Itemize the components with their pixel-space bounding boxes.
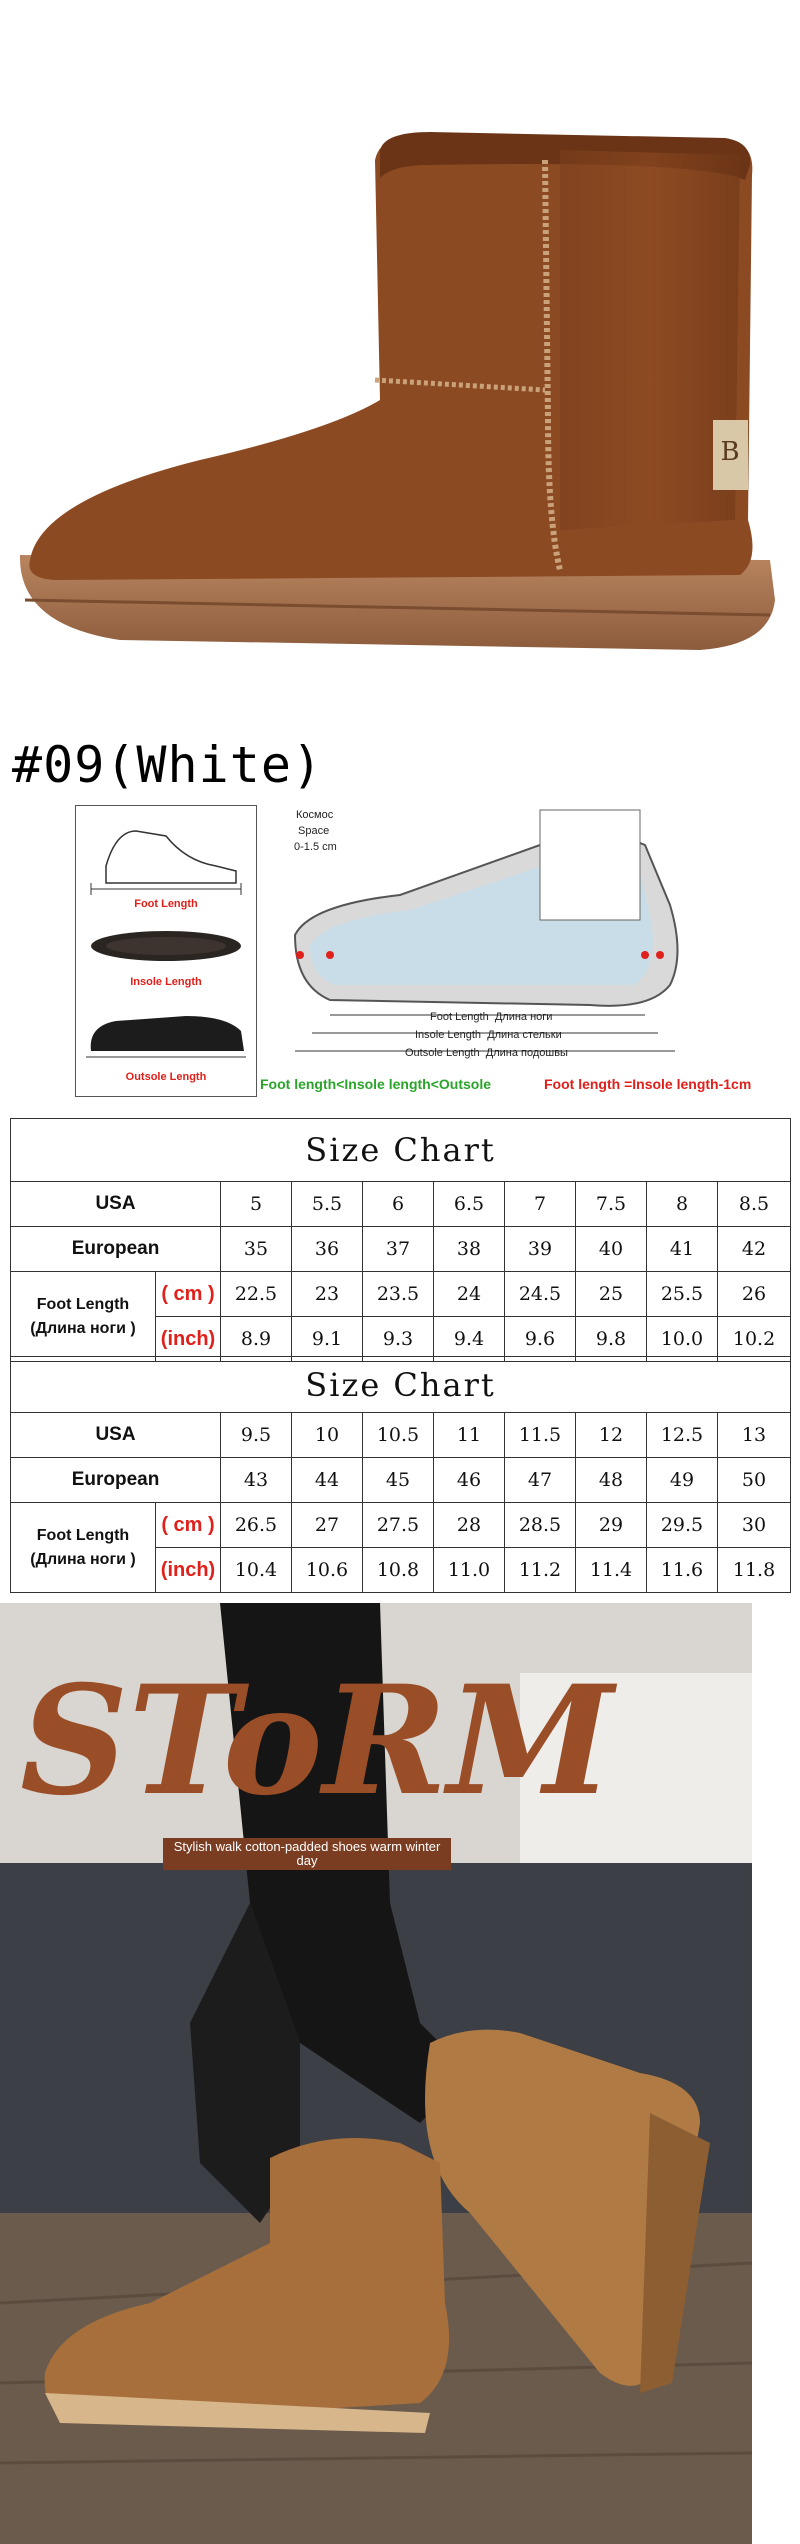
- cm-cell: 23: [292, 1272, 363, 1317]
- usa-size-cell: 7: [505, 1182, 576, 1227]
- usa-size-cell: 10: [292, 1413, 363, 1458]
- table-row-usa: [11, 1182, 791, 1227]
- inch-cell: 9.8: [576, 1317, 647, 1362]
- space-label-ru: Космос: [296, 809, 334, 821]
- eu-size-cell: 46: [434, 1458, 505, 1503]
- eu-size-cell: 50: [718, 1458, 791, 1503]
- svg-text:B: B: [720, 437, 740, 467]
- inch-cell: 11.6: [647, 1548, 718, 1593]
- usa-row-label: USA: [11, 1413, 221, 1458]
- inch-cell: 11.8: [718, 1548, 791, 1593]
- eu-size-cell: 43: [221, 1458, 292, 1503]
- size-order-note: Foot length<Insole length<Outsole: [260, 1076, 492, 1092]
- usa-size-cell: 12.5: [647, 1413, 718, 1458]
- usa-size-cell: 8.5: [718, 1182, 791, 1227]
- inch-cell: 9.1: [292, 1317, 363, 1362]
- usa-size-cell: 7.5: [576, 1182, 647, 1227]
- inch-cell: 9.4: [434, 1317, 505, 1362]
- measurement-method-panel: [75, 805, 257, 1097]
- size-chart-table-1: [10, 1118, 791, 1362]
- outsole-illustration: [76, 1001, 256, 1061]
- table-row-european: [11, 1227, 791, 1272]
- inch-cell: 10.2: [718, 1317, 791, 1362]
- inch-cell: 10.4: [221, 1548, 292, 1593]
- inch-unit-label: (inch): [156, 1317, 221, 1362]
- lifestyle-photo: [0, 1603, 752, 2544]
- eu-size-cell: 42: [718, 1227, 791, 1272]
- european-row-label: European: [11, 1227, 221, 1272]
- table-row-usa: [11, 1413, 791, 1458]
- cm-cell: 27: [292, 1503, 363, 1548]
- size-chart-title: Size Chart: [11, 1357, 791, 1413]
- usa-size-cell: 11: [434, 1413, 505, 1458]
- cm-cell: 24: [434, 1272, 505, 1317]
- cm-cell: 29: [576, 1503, 647, 1548]
- usa-size-cell: 6: [363, 1182, 434, 1227]
- inch-unit-label: (inch): [156, 1548, 221, 1593]
- eu-size-cell: 49: [647, 1458, 718, 1503]
- inch-cell: 11.2: [505, 1548, 576, 1593]
- usa-size-cell: 12: [576, 1413, 647, 1458]
- outsole-length-label: Outsole Length: [125, 1071, 207, 1083]
- inch-cell: 8.9: [221, 1317, 292, 1362]
- foot-length-row-label: Foot Length (Длина ноги ): [11, 1272, 156, 1362]
- eu-size-cell: 37: [363, 1227, 434, 1272]
- cm-cell: 28.5: [505, 1503, 576, 1548]
- cm-cell: 30: [718, 1503, 791, 1548]
- shoe-cross-section-diagram: [290, 805, 730, 1065]
- inch-cell: 11.4: [576, 1548, 647, 1593]
- usa-size-cell: 5.5: [292, 1182, 363, 1227]
- tagline-banner: Stylish walk cotton-padded shoes warm winter day: [163, 1838, 451, 1870]
- space-range: 0-1.5 cm: [294, 841, 337, 853]
- usa-size-cell: 9.5: [221, 1413, 292, 1458]
- insole-length-label: Insole Length: [130, 976, 202, 988]
- usa-row-label: USA: [11, 1182, 221, 1227]
- cm-cell: 26.5: [221, 1503, 292, 1548]
- inch-cell: 10.0: [647, 1317, 718, 1362]
- legend-foot-length: Foot Length Длина ноги: [430, 1011, 553, 1023]
- eu-size-cell: 36: [292, 1227, 363, 1272]
- space-label-en: Space: [298, 825, 330, 837]
- table-row-foot-cm: [11, 1272, 791, 1317]
- table-row-foot-cm: [11, 1503, 791, 1548]
- eu-size-cell: 47: [505, 1458, 576, 1503]
- cm-cell: 28: [434, 1503, 505, 1548]
- usa-size-cell: 11.5: [505, 1413, 576, 1458]
- measurement-guide: [70, 805, 800, 1115]
- storm-logo-text: SToRM: [20, 1653, 614, 1829]
- size-formula-note: Foot length =Insole length-1cm: [544, 1076, 752, 1092]
- size-chart-table-2: [10, 1356, 791, 1593]
- foot-length-label: Foot Length: [134, 898, 198, 910]
- cm-cell: 22.5: [221, 1272, 292, 1317]
- foot-length-row-label: Foot Length (Длина ноги ): [11, 1503, 156, 1593]
- cm-cell: 25.5: [647, 1272, 718, 1317]
- usa-size-cell: 8: [647, 1182, 718, 1227]
- eu-size-cell: 38: [434, 1227, 505, 1272]
- table-row-european: [11, 1458, 791, 1503]
- usa-size-cell: 6.5: [434, 1182, 505, 1227]
- usa-size-cell: 5: [221, 1182, 292, 1227]
- cm-cell: 24.5: [505, 1272, 576, 1317]
- cm-cell: 27.5: [363, 1503, 434, 1548]
- size-chart-title: Size Chart: [11, 1119, 791, 1182]
- eu-size-cell: 39: [505, 1227, 576, 1272]
- hero-product-photo: [0, 0, 800, 690]
- eu-size-cell: 45: [363, 1458, 434, 1503]
- european-row-label: European: [11, 1458, 221, 1503]
- storm-brush-logo: [15, 1633, 614, 1833]
- usa-size-cell: 13: [718, 1413, 791, 1458]
- cm-unit-label: ( cm ): [156, 1503, 221, 1548]
- eu-size-cell: 44: [292, 1458, 363, 1503]
- cm-unit-label: ( cm ): [156, 1272, 221, 1317]
- inch-cell: 10.8: [363, 1548, 434, 1593]
- eu-size-cell: 41: [647, 1227, 718, 1272]
- inch-cell: 9.3: [363, 1317, 434, 1362]
- inch-cell: 11.0: [434, 1548, 505, 1593]
- cm-cell: 29.5: [647, 1503, 718, 1548]
- eu-size-cell: 35: [221, 1227, 292, 1272]
- usa-size-cell: 10.5: [363, 1413, 434, 1458]
- eu-size-cell: 48: [576, 1458, 647, 1503]
- inch-cell: 9.6: [505, 1317, 576, 1362]
- legend-outsole-length: Outsole Length Длина подошвы: [405, 1047, 568, 1059]
- cm-cell: 23.5: [363, 1272, 434, 1317]
- cm-cell: 26: [718, 1272, 791, 1317]
- legend-insole-length: Insole Length Длина стельки: [415, 1029, 562, 1041]
- foot-measure-illustration: [76, 811, 256, 901]
- cm-cell: 25: [576, 1272, 647, 1317]
- insole-illustration: [76, 921, 256, 971]
- variant-label: #09(White): [12, 736, 324, 794]
- eu-size-cell: 40: [576, 1227, 647, 1272]
- inch-cell: 10.6: [292, 1548, 363, 1593]
- brown-boot-illustration: [0, 0, 800, 690]
